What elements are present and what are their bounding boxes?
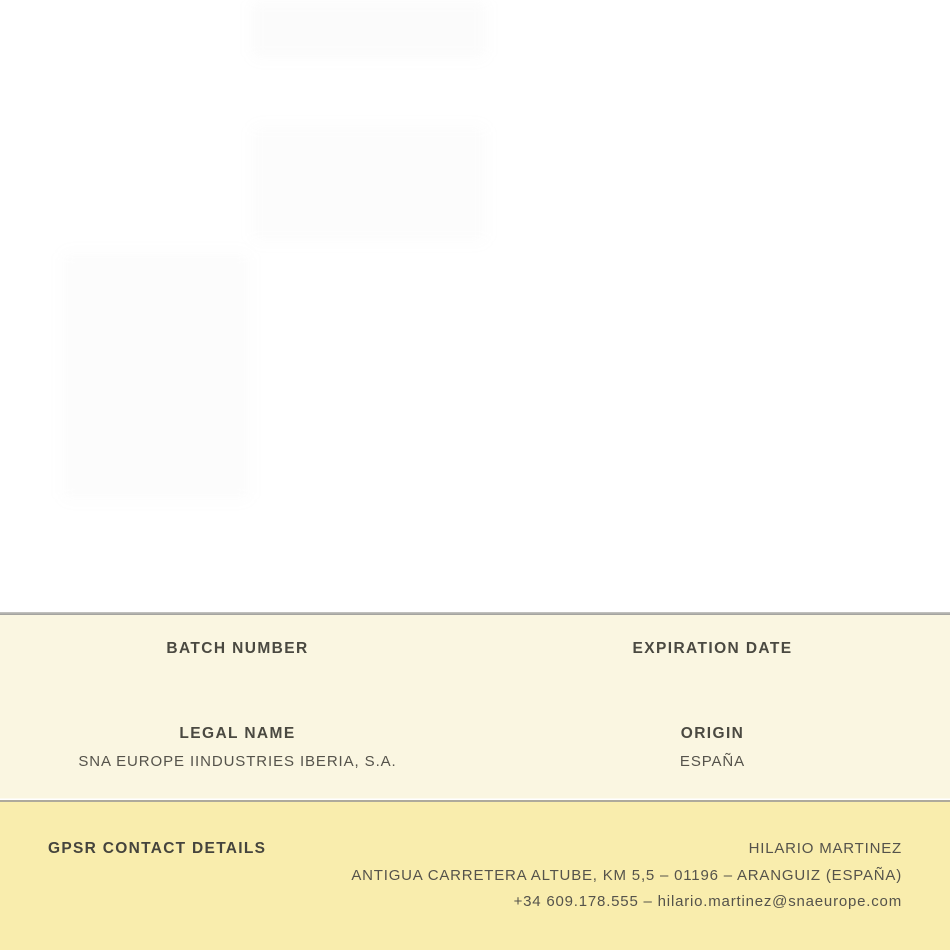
gpsr-contact-details-title: GPSR CONTACT DETAILS [48,840,267,857]
faded-image-artifact [252,0,486,58]
batch-number-label: BATCH NUMBER [166,640,309,657]
product-info-section [0,615,950,799]
expiration-date-label: EXPIRATION DATE [632,640,793,657]
contact-name: HILARIO MARTINEZ [748,840,902,857]
origin-value: ESPAÑA [679,753,746,770]
faded-image-artifact [252,126,486,242]
faded-image-artifact [62,252,250,500]
legal-name-value: SNA EUROPE IINDUSTRIES IBERIA, S.A. [78,753,397,770]
gpsr-contact-section [0,800,950,950]
origin-label: ORIGIN [680,725,745,742]
contact-address: ANTIGUA CARRETERA ALTUBE, KM 5,5 – 01196 – ARANGUIZ (ESPAÑA) [351,866,902,884]
gpsr-contact-block [351,836,902,916]
legal-name-label: LEGAL NAME [179,725,296,742]
contact-phone-email: +34 609.178.555 – hilario.martinez@snaeurope.com [513,893,902,910]
